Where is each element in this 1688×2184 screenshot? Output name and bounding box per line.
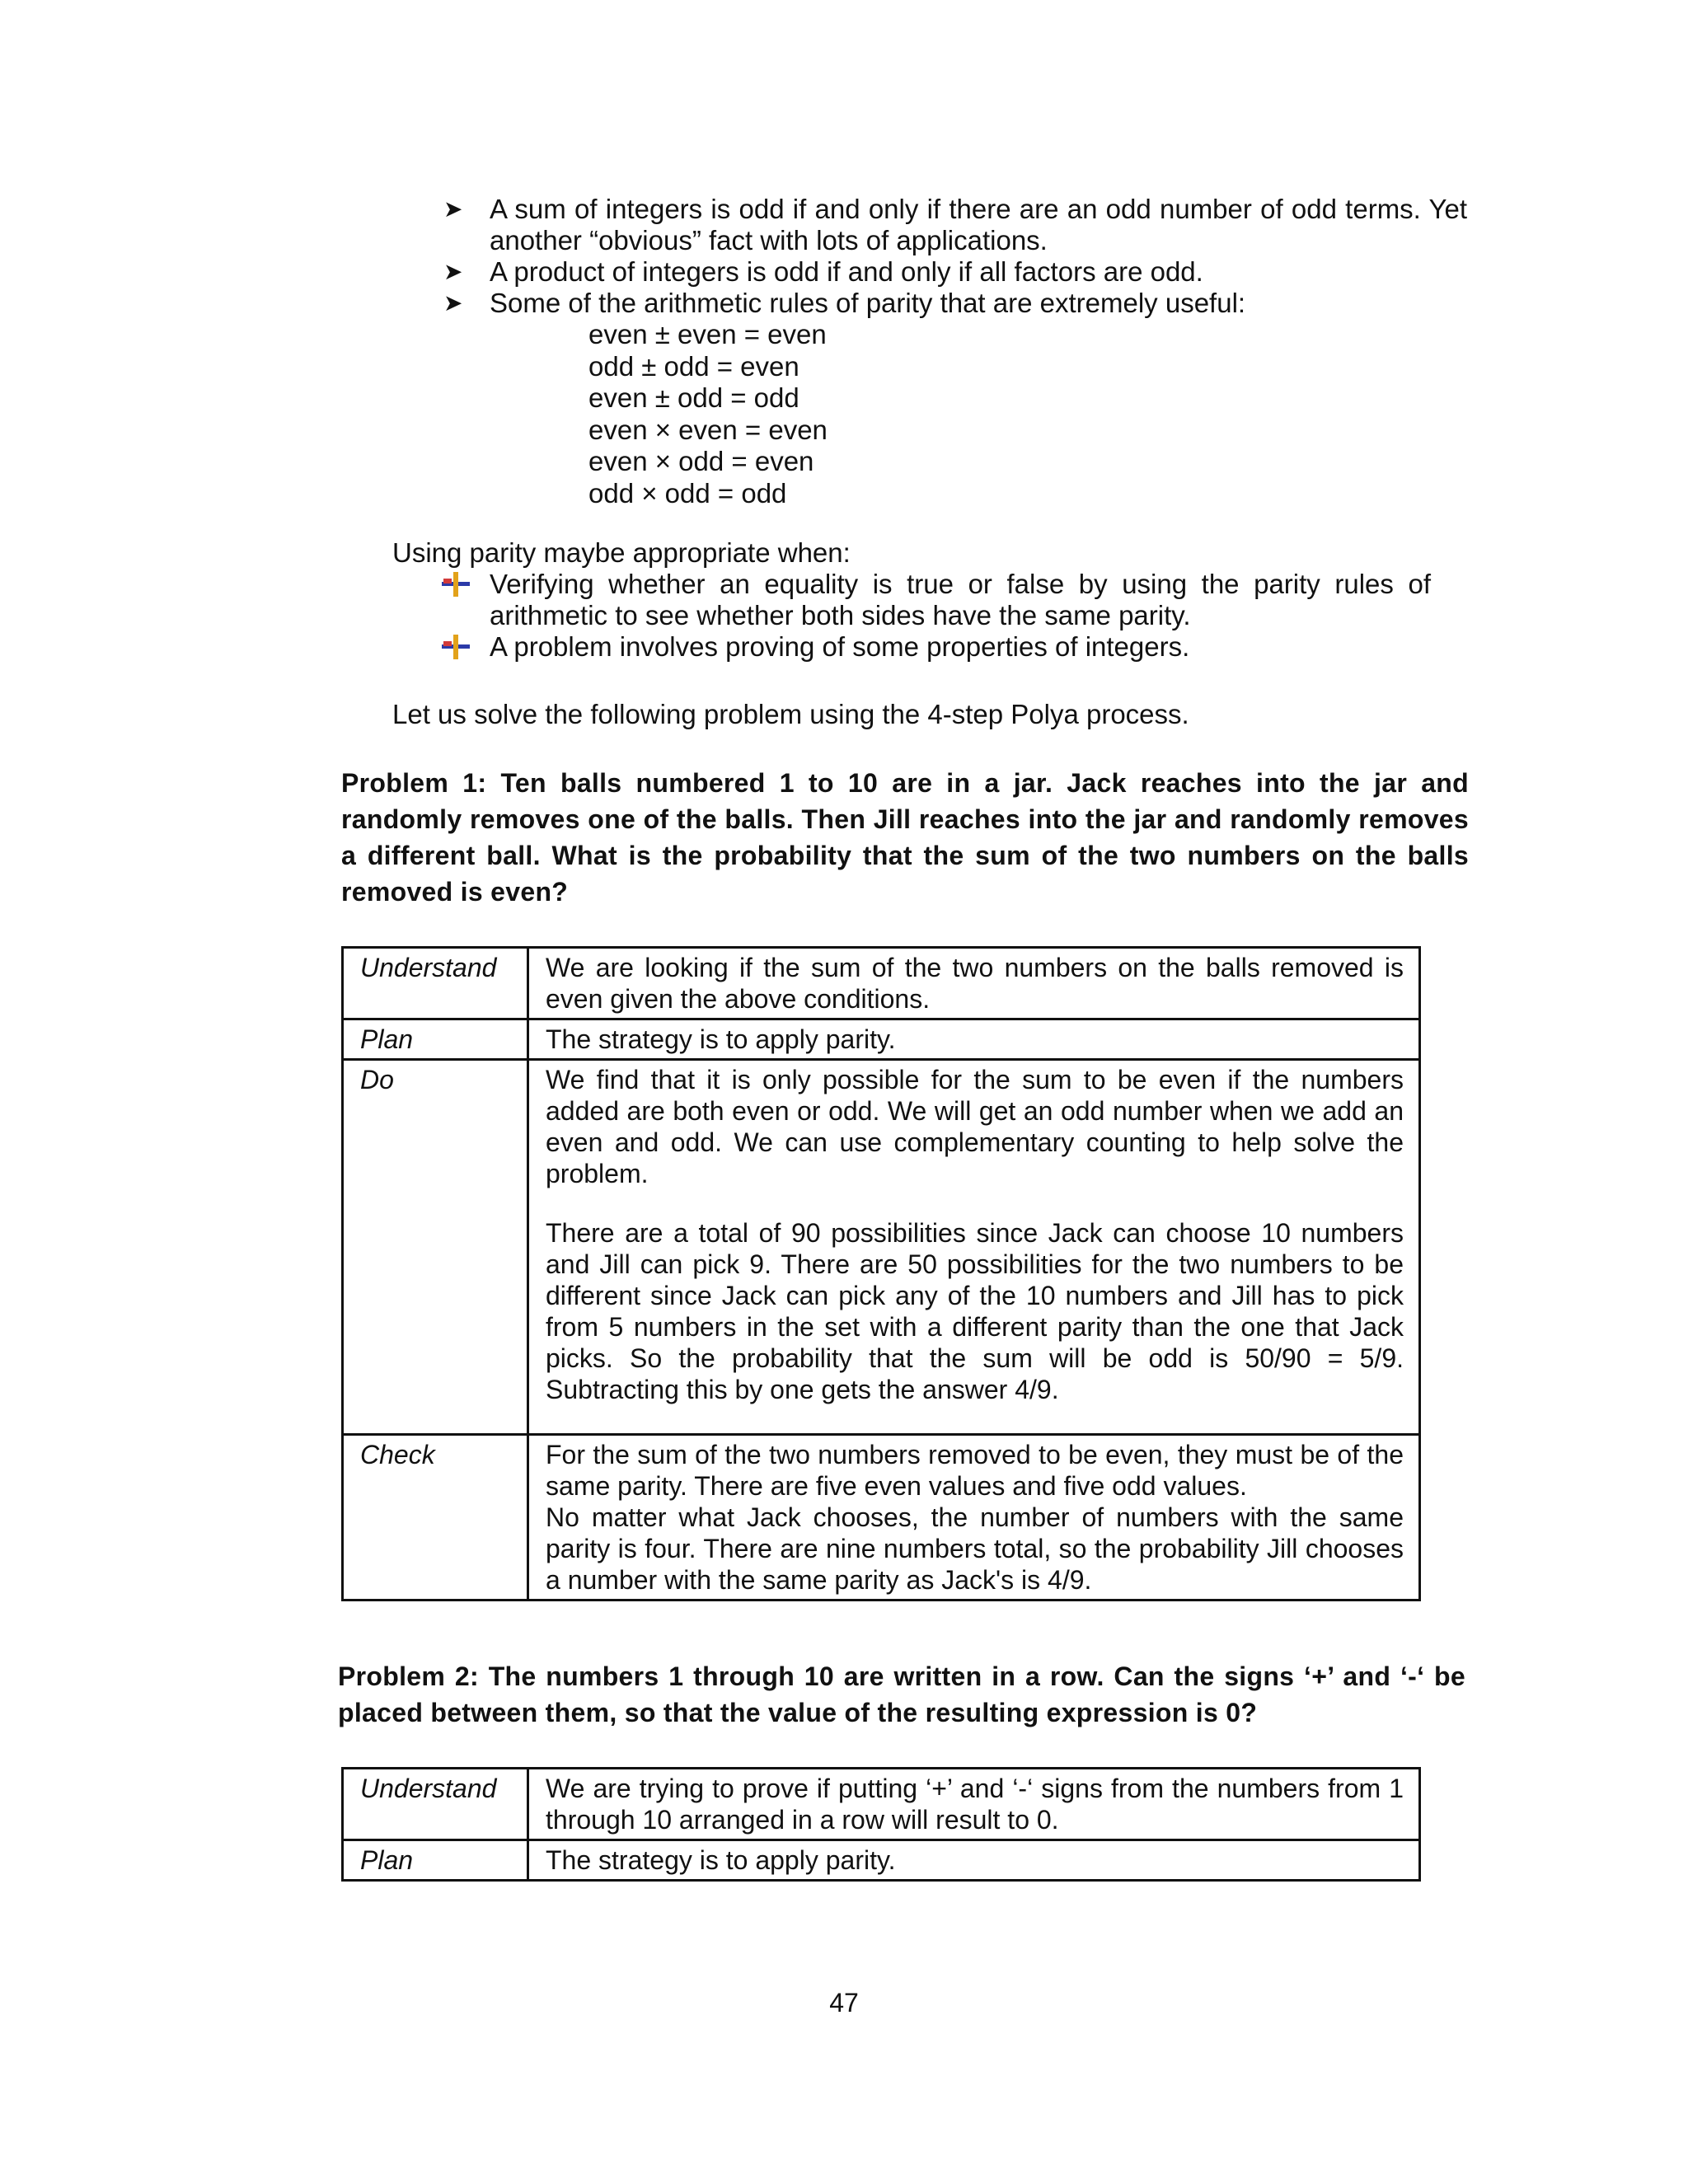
table-row xyxy=(343,1840,1420,1881)
step-description: We are trying to prove if putting ‘+’ and ‘-‘ signs from the numbers from 1 through 10 arranged in a row will result to 0. xyxy=(528,1769,1420,1840)
table-row xyxy=(343,948,1420,1019)
step-label: Check xyxy=(343,1435,528,1601)
page-number: 47 xyxy=(829,1988,859,2018)
step-description: The strategy is to apply parity. xyxy=(528,1019,1420,1060)
problem-2-polya-table xyxy=(341,1767,1421,1882)
step-description: We find that it is only possible for the sum to be even if the numbers added are both even or odd. We will get an odd number when we add an even and odd. We can use complementary counting to help solve the problem. There are a total of 90 possibilities since Jack can choose 10 numbers and Jill can pick 9. There are 50 possibilities for the two numbers to be different since Jack can pick any of the 10 numbers and Jill has to pick from 5 numbers in the set with a different parity than the one that Jack picks. So the probability that the sum will be odd is 50/90 = 5/9. Subtracting this by one gets the answer 4/9. xyxy=(528,1060,1420,1435)
table-row xyxy=(343,1019,1420,1060)
parity-rule: even ± odd = odd xyxy=(588,382,799,413)
using-parity-heading: Using parity maybe appropriate when: xyxy=(392,537,851,568)
table-row xyxy=(343,1769,1420,1840)
list-item: A problem involves proving of some properties of integers. xyxy=(392,631,1431,663)
parity-rules xyxy=(437,319,1467,509)
polya-intro: Let us solve the following problem using the 4-step Polya process. xyxy=(392,699,1189,729)
parity-rule: even × odd = even xyxy=(588,446,814,476)
step-description: The strategy is to apply parity. xyxy=(528,1840,1420,1881)
step-label: Understand xyxy=(343,1769,528,1840)
arrow-bullet-icon: ➤ xyxy=(443,259,463,284)
step-description: For the sum of the two numbers removed to be even, they must be of the same parity. There are five even values and five odd values. No matter what Jack chooses, the number of numbers with the same parity is four. There are nine numbers total, so the probability Jill chooses a number with the same parity as Jack's is 4/9. xyxy=(528,1435,1420,1601)
using-parity-section xyxy=(392,537,1431,663)
list-item: ➤ A sum of integers is odd if and only if there are an odd number of odd terms. Yet another “obvious” fact with lots of applications. xyxy=(443,194,1467,255)
list-item: ➤ A product of integers is odd if and only if all factors are odd. xyxy=(443,256,1203,287)
parity-rule: even × even = even xyxy=(588,414,828,445)
problem-1-polya-table xyxy=(341,946,1421,1601)
step-label: Plan xyxy=(343,1840,528,1881)
step-description: We are looking if the sum of the two numbers on the balls removed is even given the above conditions. xyxy=(528,948,1420,1019)
parity-rule: odd × odd = odd xyxy=(588,477,787,509)
arrow-bullet-icon: ➤ xyxy=(443,290,463,316)
step-label: Understand xyxy=(343,948,528,1019)
step-label: Plan xyxy=(343,1019,528,1060)
table-row xyxy=(343,1060,1420,1435)
cross-bullet-icon xyxy=(442,572,470,597)
problem-1-statement: Problem 1: Ten balls numbered 1 to 10 are in a jar. Jack reaches into the jar and randomly removes one of the balls. Then Jill reaches into the jar and randomly removes a different ball. What is the probability that the sum of the two numbers on the balls removed is even? xyxy=(341,768,1469,907)
parity-rule: odd ± odd = even xyxy=(588,350,799,382)
parity-rule: even ± even = even xyxy=(588,319,827,349)
problem-2-statement: Problem 2: The numbers 1 through 10 are written in a row. Can the signs ‘+’ and ‘-‘ be placed between them, so that the value of the resulting expression is 0? xyxy=(338,1661,1465,1727)
parity-facts-list xyxy=(437,194,1467,509)
arrow-bullet-icon: ➤ xyxy=(443,196,463,222)
step-label: Do xyxy=(343,1060,528,1435)
table-row xyxy=(343,1435,1420,1601)
cross-bullet-icon xyxy=(442,635,470,659)
list-item: Verifying whether an equality is true or false by using the parity rules of arithmetic to see whether both sides have the same parity. xyxy=(392,569,1431,631)
list-item: ➤ Some of the arithmetic rules of parity that are extremely useful: xyxy=(443,288,1246,318)
